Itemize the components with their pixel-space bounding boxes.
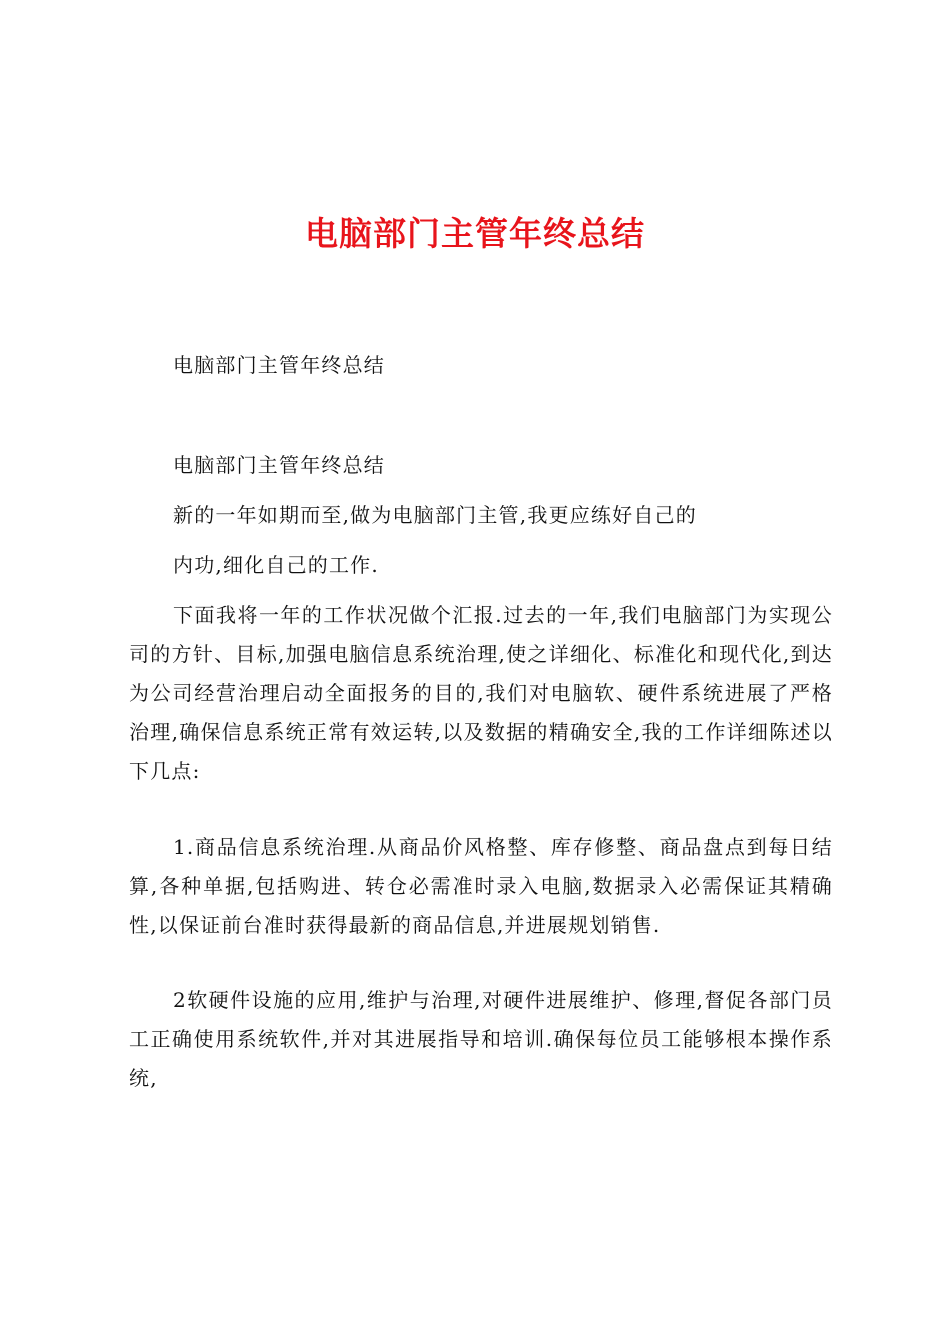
- document-title: 电脑部门主管年终总结: [305, 214, 645, 253]
- document-subtitle: 电脑部门主管年终总结: [173, 353, 385, 377]
- body-paragraph-work-report: 下面我将一年的工作状况做个汇报.过去的一年,我们电脑部门为实现公司的方针、目标,加强电脑信息系统治理,使之详细化、标准化和现代化,到达为公司经营治理启动全面报务的目的,我们对电脑软、硬件系统进展了严格治理,确保信息系统正常有效运转,以及数据的精确安全,我的工作详细陈述以下几点:: [129, 603, 833, 783]
- body-paragraph-product-info: 1.商品信息系统治理.从商品价风格整、库存修整、商品盘点到每日结算,各种单据,包括购进、转仓必需准时录入电脑,数据录入必需保证其精确性,以保证前台准时获得最新的商品信息,并进展规划销售.: [129, 835, 833, 937]
- intro-line-2: 内功,细化自己的工作.: [173, 553, 379, 577]
- section-heading: 电脑部门主管年终总结: [173, 453, 385, 477]
- body-paragraph-hardware-software: 2软硬件设施的应用,维护与治理,对硬件进展维护、修理,督促各部门员工正确使用系统软件,并对其进展指导和培训.确保每位员工能够根本操作系统,: [129, 988, 833, 1090]
- intro-line-1: 新的一年如期而至,做为电脑部门主管,我更应练好自己的: [173, 503, 697, 527]
